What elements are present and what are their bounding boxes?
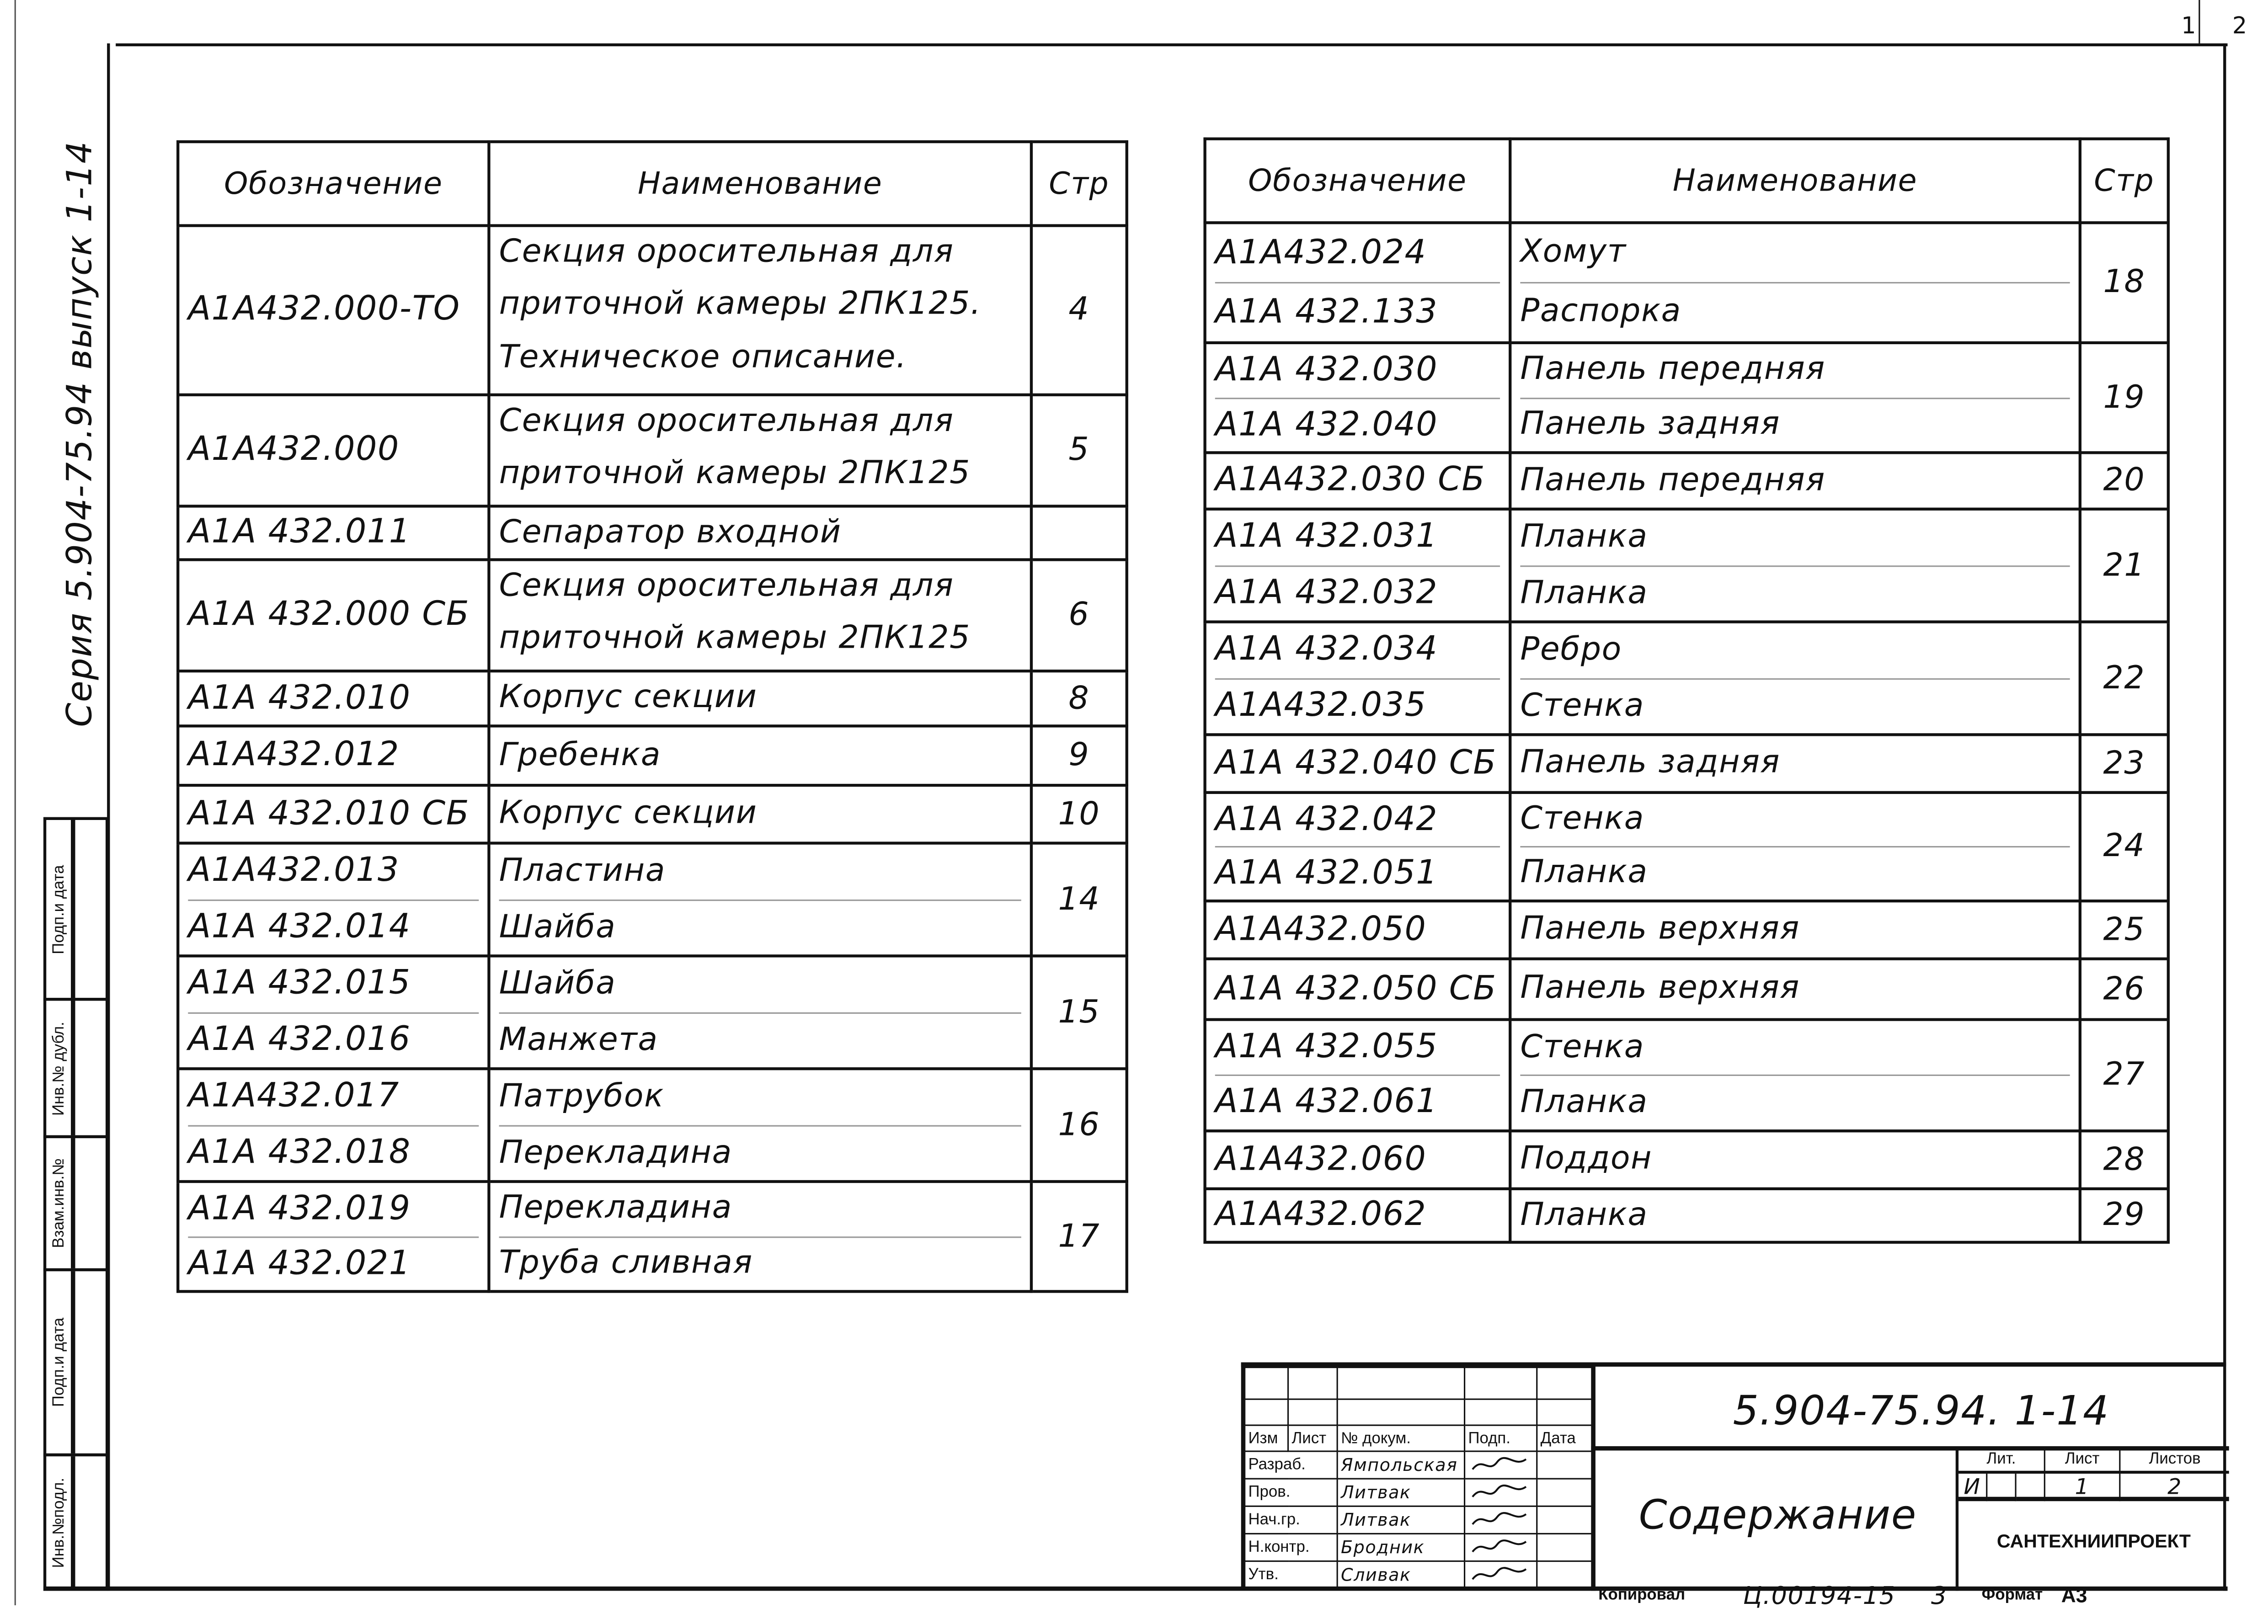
handwritten-signature-icon	[1468, 1480, 1532, 1500]
side-strip-cell	[43, 1268, 108, 1456]
sheet-edge	[15, 0, 16, 1605]
table-row	[1205, 1131, 2168, 1189]
item-code: А1А 432.032	[1215, 573, 1438, 611]
item-code: А1А 432.018	[188, 1133, 411, 1171]
table-row	[178, 395, 1127, 506]
item-code: А1А432.017	[188, 1070, 479, 1126]
role-label: Н.контр.	[1245, 1533, 1337, 1561]
item-code: А1А 432.042	[1215, 794, 1500, 847]
item-name: Планка	[1520, 575, 1648, 611]
column-header: Обозначение	[1205, 139, 1510, 223]
side-strip-cell	[43, 1454, 108, 1591]
copy-index: 3	[1931, 1582, 1948, 1611]
format-label: Формат	[1981, 1586, 2043, 1604]
item-name: Хомут	[1520, 224, 2070, 283]
signature-column-header: № докум.	[1337, 1425, 1464, 1451]
item-code: А1А432.035	[1215, 686, 1427, 724]
signature-column-header: Подп.	[1465, 1425, 1537, 1451]
item-code: А1А 432.030	[1215, 344, 1500, 399]
item-code: А1А432.013	[188, 845, 479, 900]
item-code: А1А 432.010	[188, 680, 411, 718]
item-name: Планка	[1520, 854, 1648, 891]
item-name: Планка	[1520, 1085, 1648, 1121]
column-header: Стр	[2080, 139, 2168, 223]
item-page: 15	[1031, 956, 1127, 1069]
item-page: 21	[2080, 509, 2168, 622]
item-code: А1А 432.014	[188, 907, 411, 945]
item-code: А1А 432.055	[1215, 1021, 1500, 1076]
blank-cell	[1537, 1368, 1592, 1400]
signer-name: Ямпольская	[1337, 1451, 1464, 1479]
date-cell	[1537, 1451, 1592, 1479]
sheets-value: 2	[2120, 1474, 2229, 1501]
frame-top	[116, 43, 2227, 46]
item-name: Панель верхняя	[1520, 970, 1800, 1007]
item-code: А1А432.060	[1215, 1141, 1427, 1179]
item-name: Сепаратор входной	[499, 515, 842, 551]
date-cell	[1537, 1479, 1592, 1506]
blank-cell	[1537, 1399, 1592, 1425]
lit-label: Лит.	[1958, 1450, 2045, 1474]
copy-number: Ц.00194-15	[1743, 1582, 1896, 1611]
item-name: Панель задняя	[1520, 745, 1780, 781]
item-page: 10	[1031, 785, 1127, 843]
table-row	[1205, 959, 2168, 1020]
item-name: Гребенка	[499, 737, 661, 774]
signature-row	[1245, 1479, 1592, 1506]
blank-cell	[1288, 1368, 1338, 1400]
item-name: Панель передняя	[1520, 463, 1825, 499]
doc-number-cell	[1591, 1367, 2229, 1451]
format-value: А3	[2061, 1583, 2087, 1607]
sheet-value: 1	[2045, 1474, 2121, 1501]
side-strip-cell	[43, 817, 108, 1001]
sheets-label: Листов	[2120, 1450, 2229, 1474]
item-name: Ребро	[1520, 623, 2070, 679]
side-strip-label: Взам.инв.№	[50, 1158, 68, 1248]
handwritten-signature-icon	[1468, 1535, 1532, 1555]
item-code: А1А 432.010 СБ	[188, 795, 470, 833]
side-strip-label: Инв.№ дубл.	[50, 1021, 68, 1115]
item-page: 17	[1031, 1182, 1127, 1291]
blank-cell	[1465, 1399, 1537, 1425]
item-page: 20	[2080, 453, 2168, 509]
right-contents-table	[1203, 138, 2170, 1244]
item-name: Панель задняя	[1520, 405, 1780, 442]
signature-column-header: Изм	[1245, 1425, 1288, 1451]
table-row	[178, 1069, 1127, 1182]
item-page: 24	[2080, 793, 2168, 901]
left-contents-table	[176, 140, 1128, 1293]
item-page: 5	[1031, 395, 1127, 506]
title-block	[1241, 1362, 2226, 1588]
doc-number: 5.904-75.94. 1-14	[1733, 1387, 2110, 1435]
organization: САНТЕХНИИПРОЕКТ	[1996, 1530, 2191, 1552]
item-code: А1А 432.034	[1215, 623, 1500, 679]
table-row	[178, 843, 1127, 956]
table-row	[178, 559, 1127, 671]
table-row	[1205, 901, 2168, 959]
item-code: А1А 432.133	[1215, 293, 1438, 331]
signer-name: Литвак	[1337, 1506, 1464, 1533]
item-page: 8	[1031, 671, 1127, 726]
item-page: 22	[2080, 622, 2168, 735]
item-page: 27	[2080, 1020, 2168, 1131]
item-code: А1А432.024	[1215, 224, 1500, 283]
table-row	[178, 506, 1127, 559]
signature-column-header: Дата	[1537, 1425, 1592, 1451]
side-strip-label: Подп.и дата	[50, 1317, 68, 1407]
table-row	[1205, 1189, 2168, 1242]
item-name: Поддон	[1520, 1141, 1653, 1177]
signer-name: Бродник	[1337, 1533, 1464, 1561]
item-page: 23	[2080, 735, 2168, 793]
lit-blank-cell	[2017, 1474, 2045, 1501]
column-header: Наименование	[489, 142, 1031, 226]
item-code: А1А 432.040	[1215, 405, 1438, 443]
table-row	[178, 785, 1127, 843]
copied-label: Копировал	[1598, 1586, 1686, 1604]
table-header-row	[1205, 139, 2168, 223]
item-page	[1031, 506, 1127, 559]
signature-row	[1245, 1506, 1592, 1533]
revision-row	[1245, 1368, 1592, 1400]
signature-cell	[1465, 1479, 1537, 1506]
date-cell	[1537, 1533, 1592, 1561]
blank-cell	[1337, 1368, 1464, 1400]
table-row	[1205, 509, 2168, 622]
item-name: Шайба	[499, 909, 616, 945]
item-code: А1А 432.040 СБ	[1215, 745, 1497, 783]
item-code: А1А 432.015	[188, 958, 479, 1013]
item-page: 29	[2080, 1189, 2168, 1242]
lit-blank-cell	[1987, 1474, 2016, 1501]
handwritten-signature-icon	[1468, 1507, 1532, 1528]
blank-cell	[1465, 1368, 1537, 1400]
item-code: А1А432.050	[1215, 911, 1427, 949]
item-page: 18	[2080, 223, 2168, 343]
series-label: Серия 5.904-75.94 выпуск 1-14	[59, 140, 100, 727]
item-page: 6	[1031, 559, 1127, 671]
blank-cell	[1337, 1399, 1464, 1425]
item-code: А1А 432.011	[188, 513, 411, 551]
column-header: Обозначение	[178, 142, 489, 226]
table-row	[1205, 1020, 2168, 1131]
blank-cell	[1245, 1368, 1288, 1400]
table-row	[178, 956, 1127, 1069]
item-page: 16	[1031, 1069, 1127, 1182]
item-code: А1А 432.000 СБ	[188, 596, 470, 634]
signature-row	[1245, 1561, 1592, 1589]
handwritten-signature-icon	[1468, 1453, 1532, 1473]
role-label: Пров.	[1245, 1479, 1337, 1506]
table-row	[1205, 622, 2168, 735]
item-name: Панель верхняя	[1520, 911, 1800, 948]
item-page: 28	[2080, 1131, 2168, 1189]
item-code: А1А 432.019	[188, 1183, 479, 1237]
frame-right	[2223, 43, 2226, 1591]
side-strip-cell	[43, 1135, 108, 1271]
item-code: А1А432.030 СБ	[1215, 461, 1486, 499]
item-name: Стенка	[1520, 1021, 2070, 1076]
item-page: 25	[2080, 901, 2168, 959]
item-name: Патрубок	[499, 1070, 1021, 1126]
column-header: Стр	[1031, 142, 1127, 226]
item-code: А1А432.062	[1215, 1196, 1427, 1234]
item-name: Корпус секции	[499, 680, 758, 716]
item-code: А1А 432.016	[188, 1020, 411, 1058]
side-strip-cell	[43, 998, 108, 1138]
item-name: Распорка	[1520, 293, 1681, 330]
item-name: Труба сливная	[499, 1244, 753, 1281]
revision-row	[1245, 1399, 1592, 1425]
item-code: А1А432.000	[188, 431, 400, 469]
blank-cell	[1288, 1399, 1338, 1425]
doc-title: Содержание	[1638, 1491, 1917, 1539]
item-page: 9	[1031, 726, 1127, 785]
table-row	[1205, 793, 2168, 901]
doc-title-cell	[1591, 1450, 1958, 1591]
table-row	[1205, 735, 2168, 793]
item-page: 19	[2080, 343, 2168, 453]
handwritten-signature-icon	[1468, 1563, 1532, 1583]
date-cell	[1537, 1506, 1592, 1533]
item-name: Манжета	[499, 1022, 658, 1058]
table-row	[178, 726, 1127, 785]
item-page: 14	[1031, 843, 1127, 956]
item-name: Стенка	[1520, 687, 1645, 724]
signature-table	[1244, 1367, 1593, 1589]
item-name: Корпус секции	[499, 795, 758, 832]
table-row	[1205, 453, 2168, 509]
item-name: Секция оросительная для приточной камеры 2ПК125	[499, 403, 971, 491]
side-strip-label: Подп.и дата	[50, 864, 68, 954]
column-header: Наименование	[1510, 139, 2080, 223]
item-page: 26	[2080, 959, 2168, 1020]
side-strip-label: Инв.№подл.	[50, 1477, 68, 1567]
signature-cell	[1465, 1561, 1537, 1589]
role-label: Утв.	[1245, 1561, 1337, 1589]
signature-header-row	[1245, 1425, 1592, 1451]
item-name: Пластина	[499, 845, 1021, 900]
signature-column-header: Лист	[1288, 1425, 1338, 1451]
signature-cell	[1465, 1533, 1537, 1561]
lit-value: И	[1958, 1474, 1987, 1501]
signature-cell	[1465, 1506, 1537, 1533]
item-name: Секция оросительная для приточной камеры 2ПК125	[499, 568, 971, 656]
table-row	[178, 671, 1127, 726]
item-name: Стенка	[1520, 794, 2070, 847]
lit-sheets-cell	[1958, 1450, 2229, 1591]
sheet-label: Лист	[2045, 1450, 2121, 1474]
item-code: А1А 432.061	[1215, 1083, 1438, 1121]
item-name: Перекладина	[499, 1183, 1021, 1237]
item-name: Панель передняя	[1520, 344, 2070, 399]
item-page: 4	[1031, 226, 1127, 395]
table-row	[1205, 343, 2168, 453]
item-code: А1А432.000-ТО	[188, 290, 460, 329]
signature-row	[1245, 1451, 1592, 1479]
item-name: Планка	[1520, 1197, 1648, 1234]
blank-cell	[1245, 1399, 1288, 1425]
item-code: А1А 432.021	[188, 1244, 411, 1282]
signature-row	[1245, 1533, 1592, 1561]
table-row	[1205, 223, 2168, 343]
table-row	[178, 226, 1127, 395]
item-code: А1А 432.050 СБ	[1215, 970, 1497, 1008]
sheet-corner-number: 1 2	[2181, 11, 2262, 39]
item-code: А1А 432.031	[1215, 511, 1500, 566]
signature-cell	[1465, 1451, 1537, 1479]
signer-name: Сливак	[1337, 1561, 1464, 1589]
item-code: А1А 432.051	[1215, 854, 1438, 893]
item-name: Перекладина	[499, 1134, 732, 1171]
item-code: А1А432.012	[188, 736, 400, 774]
table-row	[178, 1182, 1127, 1291]
item-name: Секция оросительная для приточной камеры 2ПК125. Техническое описание.	[499, 234, 982, 376]
role-label: Нач.гр.	[1245, 1506, 1337, 1533]
date-cell	[1537, 1561, 1592, 1589]
item-name: Планка	[1520, 511, 2070, 566]
signer-name: Литвак	[1337, 1479, 1464, 1506]
role-label: Разраб.	[1245, 1451, 1337, 1479]
table-header-row	[178, 142, 1127, 226]
item-name: Шайба	[499, 958, 1021, 1013]
